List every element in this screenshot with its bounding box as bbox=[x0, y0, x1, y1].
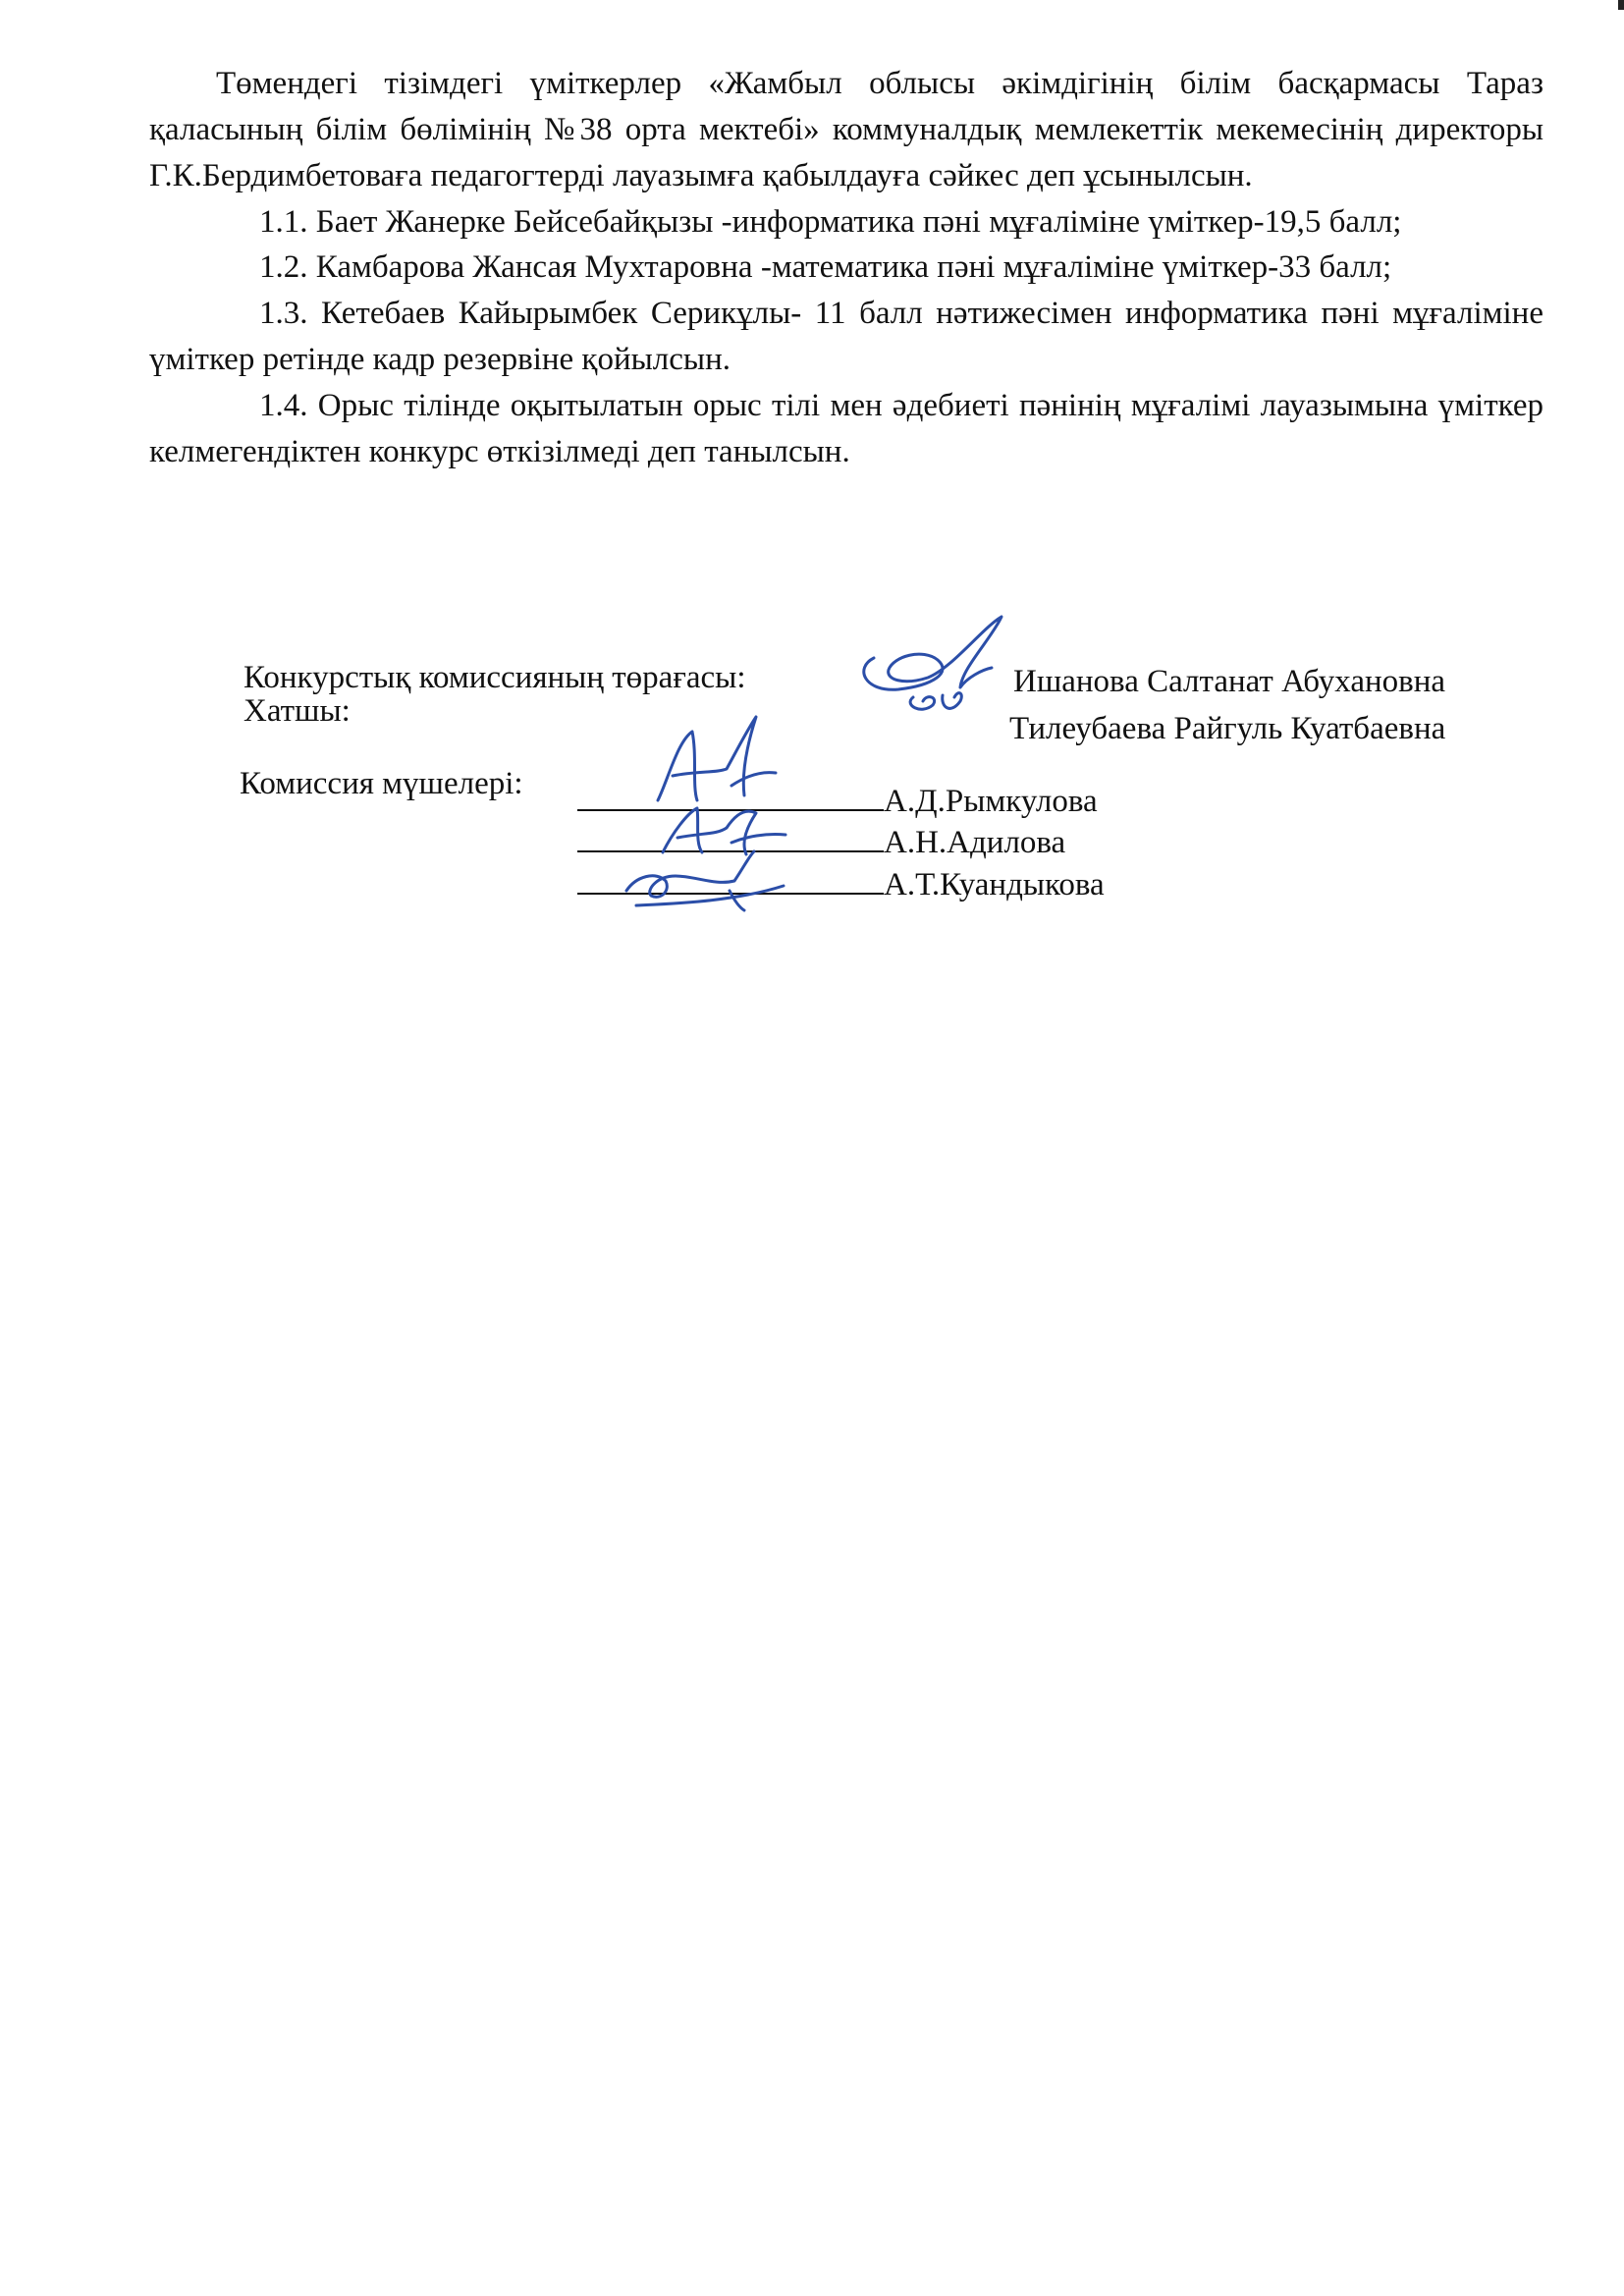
members-label: Комиссия мүшелері: bbox=[240, 766, 523, 801]
member-name: А.Д.Рымкулова bbox=[884, 784, 1098, 819]
signature-block bbox=[0, 0, 1624, 982]
chair-label: Конкурстық комиссияның төрағасы: bbox=[244, 660, 746, 695]
list-item-1-4: 1.4. Орыс тілінде оқытылатын орыс тілі мен әдебиеті пәнінің мұғалімі лауазымына үміткер келмегендіктен конкурс өткізілмеді деп танылсын. bbox=[149, 388, 1543, 469]
list-item-1-1: 1.1. Бает Жанерке Бейсебайқызы -информатика пәні мұғаліміне үміткер-19,5 балл; bbox=[259, 203, 1402, 240]
member-line bbox=[577, 782, 1098, 820]
list-item-1-3: 1.3. Кетебаев Кайырымбек Серикұлы- 11 балл нәтижесімен информатика пәні мұғаліміне үміткер ретінде кадр резервіне қойылсын. bbox=[149, 296, 1543, 378]
chair-name: Ишанова Салтанат Абухановна bbox=[1013, 664, 1446, 699]
secretary-label: Хатшы: bbox=[244, 693, 351, 729]
chair-signature bbox=[844, 599, 1031, 746]
signature-underline bbox=[577, 782, 884, 811]
member-line bbox=[577, 823, 1065, 861]
intro-paragraph: Төмендегі тізімдегі үміткерлер «Жамбыл облысы әкімдігінің білім басқармасы Тараз қаласының білім бөлімінің №38 орта мектебі» коммуналдық мемлекеттік мекемесінің директоры Г.К.Бердимбетоваға педагогтерді лауазымға қабылдауға сәйкес деп ұсынылсын. bbox=[149, 66, 1543, 193]
member-line bbox=[577, 865, 1105, 903]
list-item-1-2: 1.2. Камбарова Жансая Мухтаровна -математика пәні мұғаліміне үміткер-33 балл; bbox=[259, 249, 1392, 286]
signature-underline bbox=[577, 823, 884, 852]
member-name: А.Н.Адилова bbox=[884, 825, 1066, 860]
secretary-name: Тилеубаева Райгуль Куатбаевна bbox=[1009, 711, 1446, 746]
member-name: А.Т.Куандыкова bbox=[884, 867, 1105, 902]
signature-underline bbox=[577, 865, 884, 895]
